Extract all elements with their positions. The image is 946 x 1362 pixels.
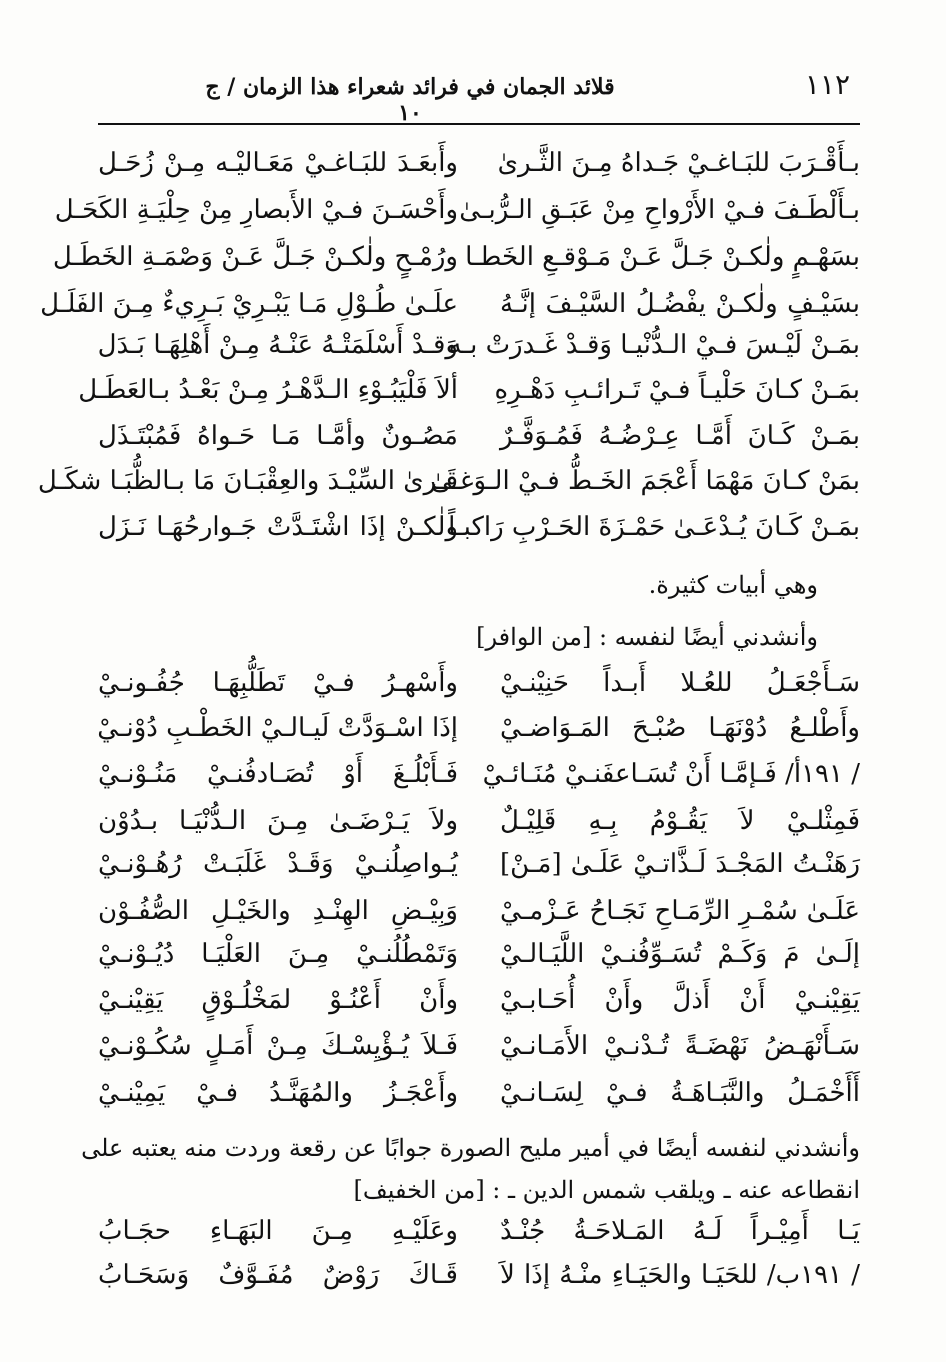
verse-line	[98, 1208, 860, 1254]
second-hemistich: قَـرىٰ السِّيْـدَ والعِقْبَـانَ مَا بـالظُّبَـا شكَـل	[37, 466, 458, 496]
verse-line	[98, 977, 860, 1023]
first-hemistich: بمَـنْ لَيْـسَ فـيْ الـدُّنْيـا وَقـدْ غَـدرَتْ بـه	[448, 330, 860, 360]
first-hemistich: رَهَنْـتُ المَجْـدَ لَـذَّاتـيْ عَلَـىٰ [مَـنْ]	[500, 849, 860, 879]
prose-intro: انقطاعه عنه ـ ويلقب شمس الدين ـ : [من الخفيف]	[353, 1176, 860, 1204]
second-hemistich: ولاَ يَـرْضَـىٰ مِـنَ الـدُّنْيَـا بـدُوْن	[98, 806, 458, 836]
second-hemistich: وعَلَيْـهِ مِـنَ البَهَـاءِ حجَـابُ	[98, 1216, 458, 1246]
first-hemistich: بمَـنْ كـانَ حَلْيـاً فـيْ تَـرائـبِ دَهْـرِهِ	[494, 375, 860, 405]
first-hemistich: أَأَخْمَـلُ والنَّبَـاهَـةُ فـيْ لِسَـانـيْ	[500, 1078, 860, 1108]
verse-line	[98, 322, 860, 368]
verse-line	[98, 140, 860, 186]
second-hemistich: وأَسْهـرُ فـيْ تَطَلُّبِهَـا جُفُـونـيْ	[98, 668, 458, 698]
second-hemistich: وأَحْسَـنَ فـيْ الأَبصارِ مِنْ حِلْيَـةِ الكَحَـل	[54, 195, 458, 225]
verse-line	[98, 1023, 860, 1069]
second-hemistich: وأَنْ أَعْنُـوْ لمَخْلُـوْقٍ يَقِيْنـيْ	[98, 985, 458, 1015]
verse-line	[98, 931, 860, 977]
verse-line	[98, 841, 860, 887]
second-hemistich: علَـىٰ طُـوْلِ مَـا يَبْـرِيْ بَـرِيءٌ مِـنَ الفَلَـل	[40, 289, 458, 319]
prose-note: وهي أبيات كثيرة.	[648, 571, 818, 599]
verse-line	[98, 705, 860, 751]
first-hemistich: بسَيْـفٍ ولٰكـنْ يفْضُـلُ السَّيْـفَ إنَّـهُ	[500, 289, 860, 319]
second-hemistich: ولٰكـنْ إذَا اشْتَـدَّتْ جَـوارحُهَـا نَـزَل	[98, 512, 458, 542]
verse-line	[98, 1252, 860, 1298]
first-hemistich: بـأَلْطَـفَ فـيْ الأَرْواحِ مِنْ عَبَـقِ الـرُّبـىٰ	[459, 195, 860, 225]
second-hemistich: إذَا اسْـوَدَّتْ لَيـالـيْ الخَطْـبِ دُوْنـيْ	[97, 713, 458, 743]
second-hemistich: وَبِيْـضِ الهِنْـدِ والخَيْـلِ الصُّفُـوْن	[98, 896, 458, 926]
first-hemistich: إلَـىٰ مَ وَكَـمْ تُسَـوِّفُنـيْ اللَّيَـالـيْ	[500, 939, 860, 969]
second-hemistich: ألاَ فَلْيَبُـوْءِ الـدَّهْـرُ مِـنْ بَعْـدُ بـالعَطَـل	[78, 375, 458, 405]
second-hemistich: وأَبعَـدَ للبَـاغـيْ مَعَـاليْـه مِـنْ زُحَـل	[98, 148, 458, 178]
verse-line	[37, 458, 860, 504]
first-hemistich: بمَـنْ كَـانَ أَمَّـا عِـرْضُـهُ فَمُـوَفَّـرٌ	[500, 421, 860, 451]
verse-line	[78, 367, 860, 413]
second-hemistich: فَـأَبْلُـغَ أَوْ تُصَـادفُنـيْ مَنُـوْنـيْ	[98, 759, 458, 789]
first-hemistich: بسَهْـمٍ ولٰكـنْ جَـلَّ عَـنْ مَـوْقـعِ الخَطـا	[465, 242, 860, 272]
first-hemistich: بـأَقْـرَبَ للبَـاغـيْ جَـداهُ مِـنَ الثَّـرىٰ	[497, 148, 860, 178]
first-hemistich: بمَـنْ كَـانَ يُـدْعَـىٰ حَمْـزَةَ الحَـرْبِ رَاكبـاً	[448, 512, 860, 542]
verse-line	[98, 1070, 860, 1116]
first-hemistich: عَلَـىٰ سُمْـرِ الرِّمَـاحِ نَجَـاحُ عَـزْمـيْ	[500, 896, 860, 926]
second-hemistich: وَقـدْ أَسْلَمَتْـهُ عَنْـهُ مِـنْ أَهْلِهَـا بَـدَل	[97, 330, 458, 360]
second-hemistich: قَـاكَ رَوْضٌ مُفَـوَّفٌ وَسَحَـابُ	[98, 1260, 458, 1290]
second-hemistich: فَـلاَ يُـؤْيِسْـكَ مِـنْ أَمَـلٍ سُكُـوْنـيْ	[98, 1031, 458, 1061]
verse-line	[98, 798, 860, 844]
second-hemistich: مَصُـونٌ وأمَّـا مَـا حَـواهُ فَمُبْتَـذَل	[98, 421, 458, 451]
verse-line	[98, 751, 860, 797]
prose-intro: وأنشدني أيضًا لنفسه : [من الوافر]	[476, 623, 818, 651]
first-hemistich: يَـا أَمِيْـراً لَـهُ المَـلاحَـةُ جُنْـدٌ	[500, 1216, 860, 1246]
first-hemistich: / ١٩١ب/ للحَيَـا والحَيَـاءِ منْـهُ إذَا لاَ	[500, 1260, 860, 1290]
verse-line	[98, 888, 860, 934]
second-hemistich: وأَعْجَـزُ والمُهَنَّـدُ فـيْ يَمِيْنـيْ	[98, 1078, 458, 1108]
page-number: ١١٢	[804, 68, 850, 101]
header-rule	[98, 123, 860, 125]
first-hemistich: سَـأَجْعَـلُ للعُـلا أَبـداً حَنِيْنـيْ	[500, 668, 860, 698]
verse-line	[40, 281, 860, 327]
first-hemistich: فَمِثْلـيْ لاَ يَقُـوْمُ بِـهِ قَلِيْـلٌ	[500, 806, 860, 836]
first-hemistich: بمَنْ كـانَ مَهْمَا أَعْجَمَ الخَـطُّ فـيْ الـوَغـىٰ	[430, 466, 860, 496]
second-hemistich: ورُمْـحٍ ولٰكـنْ جَـلَّ عَـنْ وَصْمَـةِ الخَطَـل	[52, 242, 458, 272]
second-hemistich: يُـواصِلُنـيْ وَقَـدْ غَلَبَـتْ رُهُـوْنـيْ	[98, 849, 458, 879]
prose-intro: وأنشدني لنفسه أيضًا في أمير مليح الصورة جوابًا عن رقعة وردت منه يعتبه على	[81, 1134, 860, 1162]
running-head: قلائد الجمان في فرائد شعراء هذا الزمان / ج ١٠	[205, 74, 615, 126]
first-hemistich: يَقِيْنـيْ أَنْ أَذلَّ وأَنْ أُحَـابـيْ	[500, 985, 860, 1015]
first-hemistich: / ١٩١أ/ فَـإمَّـا أَنْ تُسَـاعفَنـيْ مُنَـائـيْ	[482, 759, 860, 789]
verse-line	[98, 413, 860, 459]
verse-line	[54, 187, 860, 233]
second-hemistich: وَتَمْطُلُنـيْ مِـنَ العَلْيَـا دُيُـوْنـيْ	[98, 939, 458, 969]
verse-line	[52, 234, 860, 280]
first-hemistich: سَـأَنْهَـضُ نَهْضَـةً تُـدْنـيْ الأَمَـانـيْ	[500, 1031, 860, 1061]
verse-line	[98, 660, 860, 706]
verse-line	[98, 504, 860, 550]
first-hemistich: وأَطْلـعُ دُوْنَهَـا صُبْـحَ المَـوَاضـيْ	[500, 713, 860, 743]
